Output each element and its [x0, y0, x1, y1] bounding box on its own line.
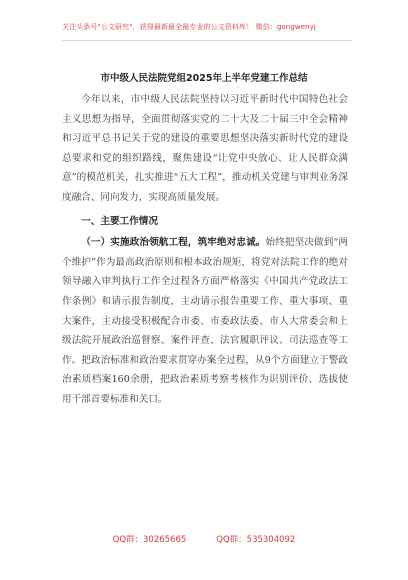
subsection-lead: （一）实施政治领航工程，筑牢绝对忠诚。: [81, 237, 266, 249]
subsection-body: 始终把坚决做到“两个维护”作为最高政治原则和根本政治规矩，将党对法院工作的绝对领导融入审判执行工作全过程各方面严格落实《中国共产党政法工作条例》和请示报告制度，主动请示报告重要工作、重大事项、重大案件，主动接受积极配合市委、市委政法委、市人大常委会和上级法院开展政治巡督察、案件评查、法官履职评议、司法巡查等工作。把政治标准和政治要求贯穿办案全过程，从9个方面建立于警政治素质档案160余册，把政治素质考察考核作为识别评价、选拔使用干部首要标准和关口。: [62, 237, 349, 405]
footer-qq-group-1: QQ群：30265665: [112, 535, 187, 545]
header-promo-text: 关注头条号"公文研究"，获得最新最全最专业的公文资料库！ 微信：gongwenyj: [62, 23, 316, 31]
subsection-paragraph: [62, 233, 348, 409]
footer-contacts: [0, 533, 408, 545]
intro-paragraph: 今年以来，市中级人民法院坚持以习近平新时代中国特色社会主义思想为指导，全面贯彻落实党的二十大及二十届三中全会精神和习近平总书记关于党的建设的重要思想坚决落实新时代党的建设总要求和党的组织路线，聚焦建设“让党中央放心、让人民群众满意”的模范机关，扎实推进“五大工程”，推动机关党建与审判业务深度融合、同向发力，实现高质量发展。: [62, 94, 348, 203]
footer-qq-group-2: QQ群：535304092: [216, 535, 296, 545]
document-body: [62, 90, 348, 410]
section-heading: 一、主要工作情况: [81, 215, 158, 227]
document-title: 市中级人民法院党组2025年上半年党建工作总结: [100, 73, 308, 84]
header-divider: [62, 40, 352, 41]
